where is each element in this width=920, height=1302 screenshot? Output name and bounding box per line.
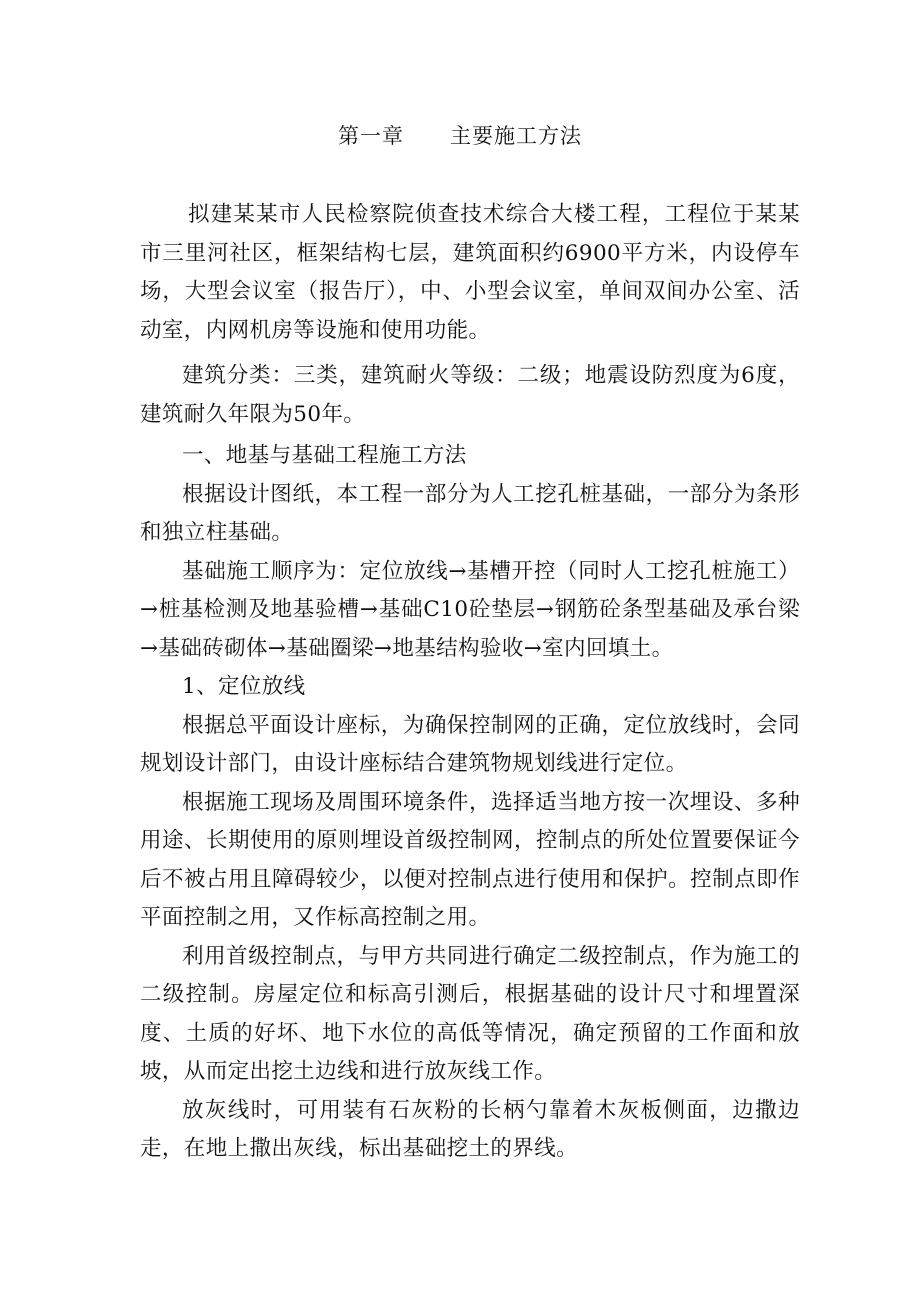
paragraph-construction-sequence: 基础施工顺序为：定位放线→基槽开控（同时人工挖孔桩施工）→桩基检测及地基验槽→基础C10砼垫层→钢筋砼条型基础及承台梁→基础砖砌体→基础圈梁→地基结构验收→室内回填土。 <box>140 558 800 661</box>
paragraph-building-classification: 建筑分类：三类，建筑耐火等级：二级；地震设防烈度为6度，建筑耐久年限为50年。 <box>140 363 800 427</box>
paragraph-lime-line: 放灰线时，可用装有石灰粉的长柄勺靠着木灰板侧面，边撒边走，在地上撒出灰线，标出基础挖土的界线。 <box>140 1097 800 1161</box>
chapter-title: 第一章 主要施工方法 <box>337 124 583 148</box>
paragraph-layout-coordinates: 根据总平面设计座标，为确保控制网的正确，定位放线时，会同规划设计部门，由设计座标结合建筑物规划线进行定位。 <box>140 712 800 776</box>
paragraph-foundation-type: 根据设计图纸，本工程一部分为人工挖孔桩基础，一部分为条形和独立柱基础。 <box>140 481 800 545</box>
subsection-heading-layout: 1、定位放线 <box>182 674 306 699</box>
paragraph-control-network: 根据施工现场及周围环境条件，选择适当地方按一次埋设、多种用途、长期使用的原则埋设首级控制网，控制点的所处位置要保证今后不被占用且障碍较少，以便对控制点进行使用和保护。控制点即作平面控制之用，又作标高控制之用。 <box>140 789 800 930</box>
section-heading-foundation: 一、地基与基础工程施工方法 <box>182 443 467 468</box>
paragraph-project-overview: 拟建某某市人民检察院侦查技术综合大楼工程，工程位于某某市三里河社区，框架结构七层，建筑面积约6900平方米，内设停车场，大型会议室（报告厅），中、小型会议室，单间双间办公室、活动室，内网机房等设施和使用功能。 <box>140 202 800 343</box>
document-body <box>140 196 800 1169</box>
paragraph-secondary-control: 利用首级控制点，与甲方共同进行确定二级控制点，作为施工的二级控制。房屋定位和标高引测后，根据基础的设计尺寸和埋置深度、土质的好坏、地下水位的高低等情况，确定预留的工作面和放坡，从而定出挖土边线和进行放灰线工作。 <box>140 943 800 1084</box>
